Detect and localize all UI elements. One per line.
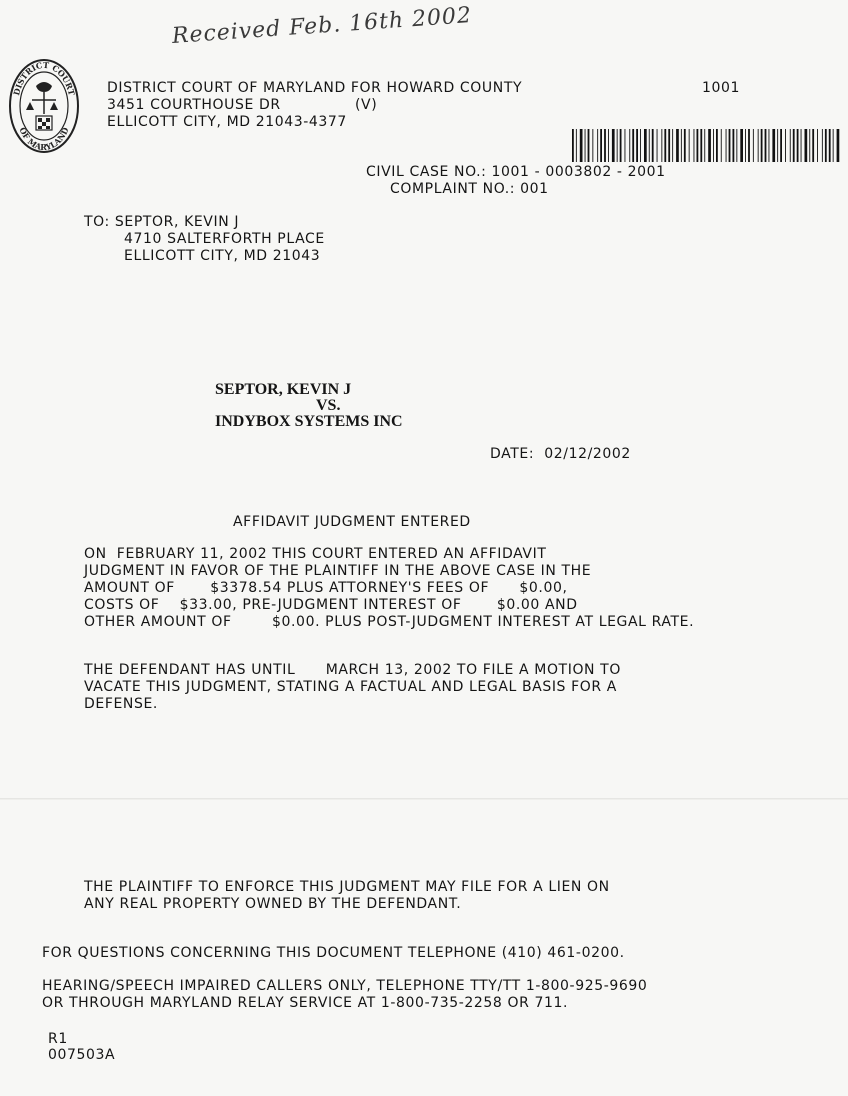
recipient-city: ELLICOTT CITY, MD 21043 xyxy=(124,248,321,264)
impaired-callers-line: HEARING/SPEECH IMPAIRED CALLERS ONLY, TELEPHONE TTY/TT 1-800-925-9690 xyxy=(42,978,648,994)
handwritten-received-note: Received Feb. 16th 2002 xyxy=(171,3,473,49)
barcode xyxy=(572,129,842,162)
recipient-street: 4710 SALTERFORTH PLACE xyxy=(124,231,325,247)
court-code: 1001 xyxy=(702,80,741,96)
relay-service-line: OR THROUGH MARYLAND RELAY SERVICE AT 1-800-735-2258 OR 711. xyxy=(42,995,569,1011)
questions-telephone: FOR QUESTIONS CONCERNING THIS DOCUMENT TELEPHONE (410) 461-0200. xyxy=(42,945,625,961)
document-heading: AFFIDAVIT JUDGMENT ENTERED xyxy=(233,514,471,530)
court-address-line1: 3451 COURTHOUSE DR xyxy=(107,97,281,113)
seal-text-bottom: OF MARYLAND xyxy=(17,125,71,153)
court-seal-icon xyxy=(8,58,80,154)
paragraph-line: COSTS OF $33.00, PRE-JUDGMENT INTEREST OF $0.00 AND xyxy=(84,597,578,613)
paragraph-line: AMOUNT OF $3378.54 PLUS ATTORNEY'S FEES OF $0.00, xyxy=(84,580,568,596)
paragraph-line: THE DEFENDANT HAS UNTIL MARCH 13, 2002 TO FILE A MOTION TO xyxy=(84,662,621,678)
paragraph-line: ANY REAL PROPERTY OWNED BY THE DEFENDANT. xyxy=(84,896,462,912)
defendant-name: INDYBOX SYSTEMS INC xyxy=(215,413,403,430)
document-date: DATE: 02/12/2002 xyxy=(490,446,631,462)
paragraph-line: JUDGMENT IN FAVOR OF THE PLAINTIFF IN THE ABOVE CASE IN THE xyxy=(84,563,592,579)
paragraph-line: ON FEBRUARY 11, 2002 THIS COURT ENTERED AN AFFIDAVIT xyxy=(84,546,547,562)
complaint-number: COMPLAINT NO.: 001 xyxy=(390,181,549,197)
paper-fold-line xyxy=(0,798,848,800)
plaintiff-name: SEPTOR, KEVIN J xyxy=(215,381,352,398)
court-code-v: (V) xyxy=(355,97,378,113)
seal-text-top: DISTRICT COURT xyxy=(11,59,77,97)
paragraph-line: OTHER AMOUNT OF $0.00. PLUS POST-JUDGMENT INTEREST AT LEGAL RATE. xyxy=(84,614,695,630)
court-name: DISTRICT COURT OF MARYLAND FOR HOWARD COUNTY xyxy=(107,80,523,96)
form-number: 007503A xyxy=(48,1047,116,1063)
paragraph-line: DEFENSE. xyxy=(84,696,158,712)
versus-label: VS. xyxy=(316,397,341,414)
paragraph-line: VACATE THIS JUDGMENT, STATING A FACTUAL AND LEGAL BASIS FOR A xyxy=(84,679,617,695)
court-address-line2: ELLICOTT CITY, MD 21043-4377 xyxy=(107,114,347,130)
form-code: R1 xyxy=(48,1031,68,1047)
paragraph-line: THE PLAINTIFF TO ENFORCE THIS JUDGMENT MAY FILE FOR A LIEN ON xyxy=(84,879,610,895)
recipient-name: TO: SEPTOR, KEVIN J xyxy=(84,214,240,230)
civil-case-number: CIVIL CASE NO.: 1001 - 0003802 - 2001 xyxy=(366,164,666,180)
